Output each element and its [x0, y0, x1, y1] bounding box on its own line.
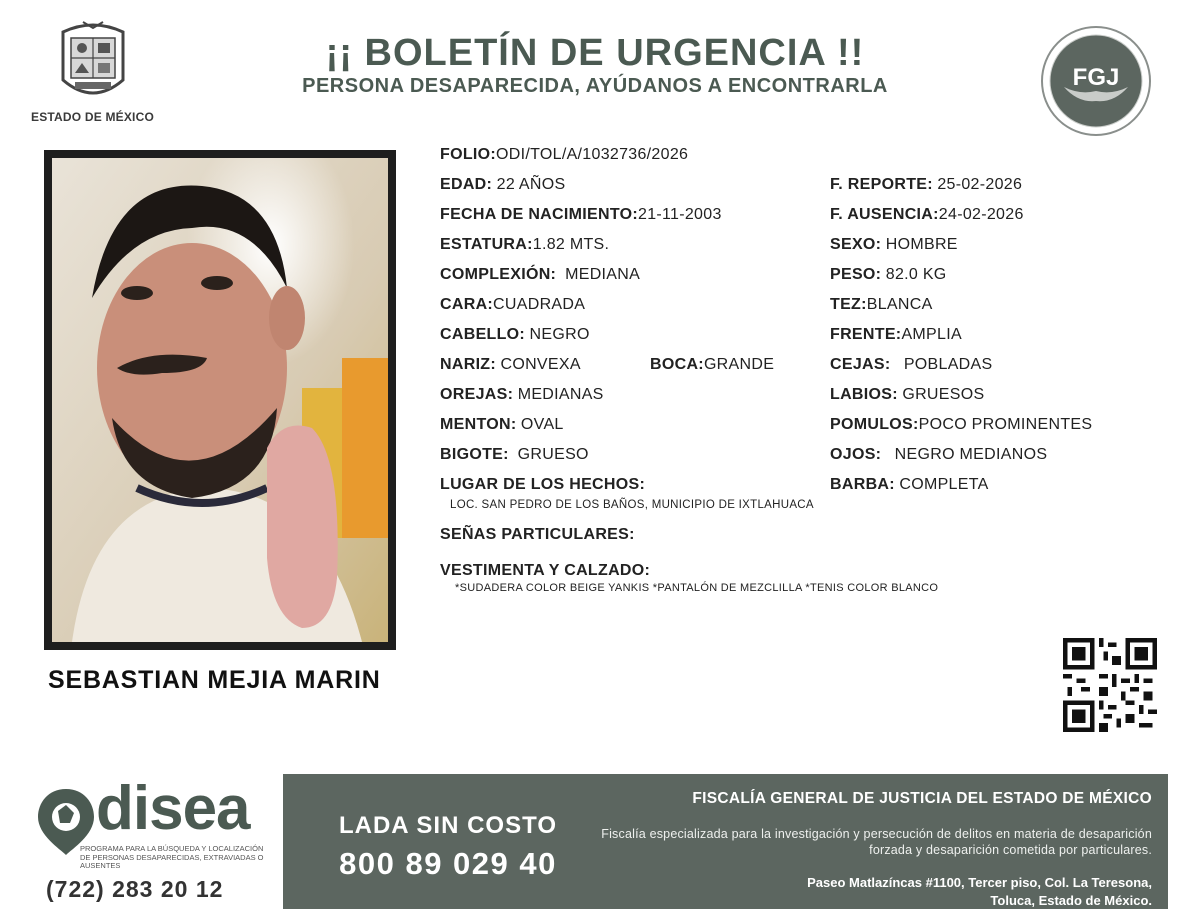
cara-label: CARA:: [440, 296, 494, 313]
person-photo-image: [52, 158, 388, 642]
orejas-value: MEDIANAS: [517, 386, 604, 403]
fecha-nacimiento-field: [440, 206, 722, 224]
bigote-label: BIGOTE:: [440, 446, 509, 463]
estatura-label: ESTATURA:: [440, 236, 533, 253]
cejas-label: CEJAS:: [830, 356, 891, 373]
f-reporte-label: F. REPORTE:: [830, 176, 933, 193]
odisea-phone[interactable]: (722) 283 20 12: [46, 876, 224, 902]
barba-field: [830, 476, 989, 494]
footer-contact-box: [283, 774, 1168, 909]
f-ausencia-label: F. AUSENCIA:: [830, 206, 939, 223]
cara-value: CUADRADA: [493, 296, 586, 313]
vestimenta-label: VESTIMENTA Y CALZADO:: [440, 562, 651, 579]
pomulos-field: [830, 416, 1092, 434]
nariz-label: NARIZ:: [440, 356, 497, 373]
labios-value: GRUESOS: [902, 386, 985, 403]
ojos-field: [830, 446, 1047, 464]
sexo-field: [830, 236, 958, 254]
estatura-field: [440, 236, 609, 254]
senas-field: [440, 526, 635, 544]
lada-sin-costo-number[interactable]: 800 89 029 40: [339, 846, 557, 881]
barba-label: BARBA:: [830, 476, 895, 493]
cara-field: [440, 296, 585, 314]
edad-field: [440, 176, 565, 194]
labios-label: LABIOS:: [830, 386, 898, 403]
orejas-field: [440, 386, 604, 404]
vestimenta-field: [440, 562, 650, 580]
pomulos-value: POCO PROMINENTES: [918, 416, 1093, 433]
barba-value: COMPLETA: [899, 476, 989, 493]
nariz-value: CONVEXA: [500, 356, 581, 373]
pomulos-label: POMULOS:: [830, 416, 919, 433]
sexo-label: SEXO:: [830, 236, 882, 253]
f-ausencia-field: [830, 206, 1024, 224]
fecha-nacimiento-value: 21-11-2003: [638, 206, 722, 223]
cejas-value: POBLADAS: [903, 356, 993, 373]
qr-code-icon[interactable]: [1063, 638, 1157, 732]
cabello-label: CABELLO:: [440, 326, 526, 343]
bulletin-title: ¡¡ BOLETÍN DE URGENCIA !!: [325, 32, 865, 74]
edad-value: 22 AÑOS: [496, 176, 566, 193]
f-ausencia-value: 24-02-2026: [938, 206, 1024, 223]
labios-field: [830, 386, 984, 404]
lugar-hechos-label: LUGAR DE LOS HECHOS:: [440, 476, 646, 493]
odisea-wordmark: disea: [96, 774, 250, 843]
estado-de-mexico-logo: [30, 18, 155, 128]
menton-value: OVAL: [520, 416, 564, 433]
odisea-description: PROGRAMA PARA LA BÚSQUEDA Y LOCALIZACIÓN DE PERSONAS DESAPARECIDAS, EXTRAVIADAS O AUSENTES: [80, 844, 264, 871]
lada-sin-costo-label: LADA SIN COSTO: [338, 812, 557, 839]
fgj-logo: [1040, 25, 1152, 137]
complexion-value: MEDIANA: [565, 266, 641, 283]
orejas-label: OREJAS:: [440, 386, 514, 403]
f-reporte-value: 25-02-2026: [937, 176, 1023, 193]
tez-value: BLANCA: [866, 296, 933, 313]
nariz-field: [440, 356, 581, 374]
address-line-2: Toluca, Estado de México.: [990, 892, 1152, 908]
lugar-hechos-field: [440, 476, 645, 494]
boca-label: BOCA:: [650, 356, 704, 373]
address-line-1: Paseo Matlazíncas #1100, Tercer piso, Col. La Teresona,: [807, 875, 1152, 890]
missing-person-photo: [44, 150, 396, 650]
peso-field: [830, 266, 947, 284]
complexion-field: [440, 266, 640, 284]
menton-label: MENTON:: [440, 416, 517, 433]
f-reporte-field: [830, 176, 1022, 194]
coat-of-arms-icon: [53, 18, 133, 106]
estatura-value: 1.82 MTS.: [532, 236, 610, 253]
estado-de-mexico-label: ESTADO DE MÉXICO: [31, 110, 154, 124]
fiscalia-title: FISCALÍA GENERAL DE JUSTICIA DEL ESTADO DE MÉXICO: [692, 790, 1152, 807]
boca-value: GRANDE: [703, 356, 775, 373]
tez-field: [830, 296, 933, 314]
frente-value: AMPLIA: [901, 326, 962, 343]
odisea-logo: [36, 774, 272, 877]
fgj-text: FGJ: [1072, 64, 1120, 91]
person-name: SEBASTIAN MEJIA MARIN: [48, 666, 381, 694]
cabello-field: [440, 326, 590, 344]
peso-value: 82.0 KG: [885, 266, 947, 283]
bigote-field: [440, 446, 589, 464]
tez-label: TEZ:: [830, 296, 867, 313]
senas-label: SEÑAS PARTICULARES:: [440, 526, 635, 543]
frente-label: FRENTE:: [830, 326, 902, 343]
folio-value: ODI/TOL/A/1032736/2026: [496, 146, 689, 163]
complexion-label: COMPLEXIÓN:: [440, 266, 557, 283]
lugar-hechos-value: LOC. SAN PEDRO DE LOS BAÑOS, MUNICIPIO DE IXTLAHUACA: [450, 499, 814, 511]
vestimenta-value: *SUDADERA COLOR BEIGE YANKIS *PANTALÓN DE MEZCLILLA *TENIS COLOR BLANCO: [455, 582, 939, 594]
bulletin-subtitle: PERSONA DESAPARECIDA, AYÚDANOS A ENCONTRARLA: [302, 75, 888, 97]
menton-field: [440, 416, 564, 434]
edad-label: EDAD:: [440, 176, 493, 193]
frente-field: [830, 326, 962, 344]
ojos-label: OJOS:: [830, 446, 882, 463]
ojos-value: NEGRO MEDIANOS: [894, 446, 1048, 463]
sexo-value: HOMBRE: [885, 236, 958, 253]
bigote-value: GRUESO: [517, 446, 589, 463]
fiscalia-description: Fiscalía especializada para la investigación y persecución de delitos en materia de desaparición forzada y desaparición cometida por particulares.: [601, 827, 1152, 858]
fecha-nacimiento-label: FECHA DE NACIMIENTO:: [440, 206, 638, 223]
folio-label: FOLIO:: [440, 146, 497, 163]
fiscalia-address: [807, 874, 1152, 909]
peso-label: PESO:: [830, 266, 882, 283]
cejas-field: [830, 356, 993, 374]
boca-field: [650, 356, 774, 374]
folio-field: [440, 146, 688, 164]
cabello-value: NEGRO: [529, 326, 590, 343]
